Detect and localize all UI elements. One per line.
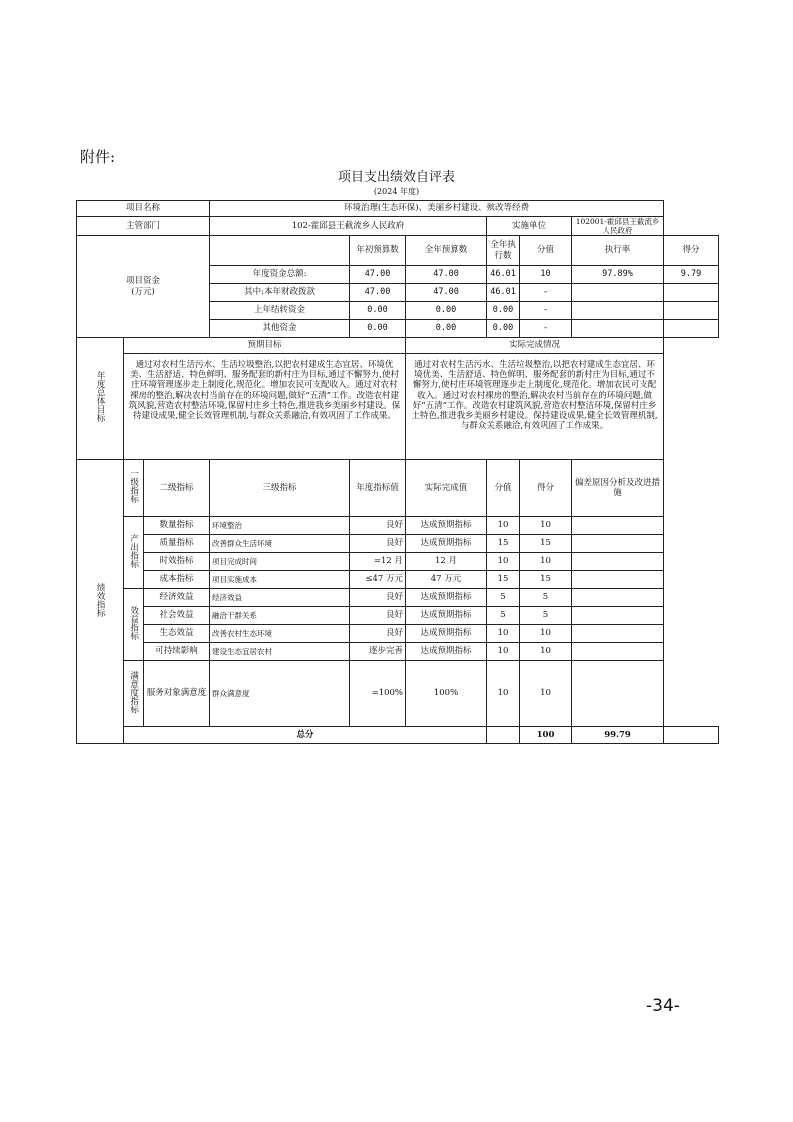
funds-col-weight: 分值 <box>520 236 572 266</box>
ind-l3: 改善群众生活环境 <box>210 535 350 553</box>
indicator-row <box>77 517 719 535</box>
ind-actual: 12 月 <box>406 553 487 571</box>
goals-expected-text: 通过对农村生活污水、生活垃圾整治,以把农村建成生态宜居、环境优美、生活舒适、特色鲜明、服务配套的新村庄为目标,通过不懈努力,使村庄环境管理逐步走上制度化,规范化。增加农民可支配收入。通过对农村裸房的整治,解决农村当前存在的环境问题,做好“五清”工作。改造农村建筑风貌,营造农村整洁环境,保留村庄乡土特色,推进我乡美丽乡村建设。保持建设成果,健全长效管理机制,与群众关系融洽,有效巩固了工作成果。 <box>124 354 406 460</box>
goals-label-cell <box>77 338 124 460</box>
funds-row-score <box>664 284 719 302</box>
funds-col-annual: 全年预算数 <box>406 236 487 266</box>
page-number: -34- <box>646 996 680 1016</box>
ind-score: 10 <box>520 517 572 535</box>
ind-actual: 达成预期指标 <box>406 607 487 625</box>
group-benefit: 效益指标 <box>128 605 139 640</box>
total-remark <box>664 727 719 744</box>
ind-remark <box>572 589 664 607</box>
ind-l2: 质量指标 <box>144 535 210 553</box>
ind-l3: 改善农村生态环境 <box>210 625 350 643</box>
ind-score: 10 <box>520 643 572 661</box>
funds-row-initial: 0.00 <box>350 302 406 320</box>
ind-weight: 15 <box>487 535 520 553</box>
total-score: 99.79 <box>572 727 664 744</box>
ind-l3: 项目完成时间 <box>210 553 350 571</box>
ind-h-weight: 分值 <box>487 460 520 517</box>
project-name-label: 项目名称 <box>77 201 210 217</box>
ind-target: 良好 <box>350 607 406 625</box>
funds-row-weight: - <box>520 302 572 320</box>
ind-remark <box>572 607 664 625</box>
ind-target: 良好 <box>350 625 406 643</box>
funds-row-annual: 47.00 <box>406 266 487 284</box>
funds-row-rate <box>572 284 664 302</box>
ind-score: 5 <box>520 607 572 625</box>
ind-actual: 达成预期指标 <box>406 535 487 553</box>
indicator-row <box>77 661 719 727</box>
ind-score: 5 <box>520 589 572 607</box>
indicator-row <box>77 553 719 571</box>
ind-weight: 10 <box>487 517 520 535</box>
ind-target: 良好 <box>350 517 406 535</box>
impl-value: 102001-霍邱县王截流乡人民政府 <box>572 217 664 236</box>
total-blank <box>487 727 520 744</box>
group-output: 产出指标 <box>128 533 139 568</box>
ind-h-actual: 实际完成值 <box>406 460 487 517</box>
ind-l2: 成本指标 <box>144 571 210 589</box>
attachment-label: 附件: <box>80 148 116 166</box>
ind-remark <box>572 661 664 727</box>
funds-row-initial: 47.00 <box>350 284 406 302</box>
ind-l2: 时效指标 <box>144 553 210 571</box>
dept-value: 102-霍邱县王截流乡人民政府 <box>210 217 487 236</box>
ind-l3: 建设生态宜居农村 <box>210 643 350 661</box>
indicator-row <box>77 589 719 607</box>
indicators-label-cell <box>77 460 124 744</box>
ind-h-level1-cell <box>124 460 144 517</box>
indicator-row <box>77 535 719 553</box>
funds-row-initial: 0.00 <box>350 320 406 338</box>
indicator-row <box>77 571 719 589</box>
funds-row-executed: 46.01 <box>487 284 520 302</box>
ind-h-level3: 三级指标 <box>210 460 350 517</box>
ind-remark <box>572 571 664 589</box>
funds-col-rate: 执行率 <box>572 236 664 266</box>
funds-row-score <box>664 302 719 320</box>
ind-actual: 达成预期指标 <box>406 625 487 643</box>
funds-label-line1: 项目资金 <box>126 276 161 287</box>
indicator-row <box>77 625 719 643</box>
ind-l2: 可持续影响 <box>144 643 210 661</box>
ind-l3: 环境整治 <box>210 517 350 535</box>
funds-row-name: 其中:本年财政拨款 <box>210 284 350 302</box>
ind-remark <box>572 517 664 535</box>
ind-remark <box>572 643 664 661</box>
funds-row-rate <box>572 320 664 338</box>
funds-col-score: 得分 <box>664 236 719 266</box>
funds-col-blank <box>210 236 350 266</box>
funds-row-executed: 0.00 <box>487 302 520 320</box>
funds-col-initial: 年初预算数 <box>350 236 406 266</box>
year-label: (2024 年度) <box>373 187 420 196</box>
funds-row-weight: - <box>520 284 572 302</box>
funds-row-rate: 97.89% <box>572 266 664 284</box>
funds-row-annual: 47.00 <box>406 284 487 302</box>
ind-actual: 达成预期指标 <box>406 643 487 661</box>
ind-score: 10 <box>520 625 572 643</box>
ind-target: 良好 <box>350 589 406 607</box>
ind-weight: 5 <box>487 589 520 607</box>
ind-target: ≤47 万元 <box>350 571 406 589</box>
ind-score: 10 <box>520 661 572 727</box>
indicator-row <box>77 607 719 625</box>
funds-label-line2: (万元) <box>131 286 155 297</box>
ind-l2: 经济效益 <box>144 589 210 607</box>
ind-l3: 融洽干群关系 <box>210 607 350 625</box>
funds-row-name: 其他资金 <box>210 320 350 338</box>
ind-weight: 10 <box>487 625 520 643</box>
funds-row-executed: 46.01 <box>487 266 520 284</box>
ind-l2: 服务对象满意度 <box>144 661 210 727</box>
group-satisfaction-cell <box>124 661 144 727</box>
funds-row-score <box>664 320 719 338</box>
funds-row-executed: 0.00 <box>487 320 520 338</box>
ind-score: 10 <box>520 553 572 571</box>
ind-l2: 数量指标 <box>144 517 210 535</box>
ind-score: 15 <box>520 535 572 553</box>
indicator-row <box>77 643 719 661</box>
group-output-cell <box>124 517 144 589</box>
funds-row-name: 上年结转资金 <box>210 302 350 320</box>
funds-row-score: 9.79 <box>664 266 719 284</box>
ind-actual: 达成预期指标 <box>406 517 487 535</box>
funds-col-executed: 全年执行数 <box>487 236 520 266</box>
goals-actual-text: 通过对农村生活污水、生活垃圾整治,以把农村建成生态宜居、环境优美、生活舒适、特色鲜明、服务配套的新村庄为目标,通过不懈努力,使村庄环境管理逐步走上制度化,规范化。增加农民可支配收入。通过对农村裸房的整治,解决农村当前存在的环境问题,做好“五清”工作。改造农村建筑风貌,营造农村整洁环境,保留村庄乡土特色,推进我乡美丽乡村建设。保持建设成果,健全长效管理机制,与群众关系融洽,有效巩固了工作成果。 <box>406 354 664 460</box>
ind-remark <box>572 553 664 571</box>
ind-weight: 10 <box>487 643 520 661</box>
funds-row-weight: - <box>520 320 572 338</box>
funds-row-initial: 47.00 <box>350 266 406 284</box>
funds-row-name: 年度资金总额: <box>210 266 350 284</box>
total-label: 总分 <box>124 727 487 744</box>
ind-l3: 经济效益 <box>210 589 350 607</box>
impl-label: 实施单位 <box>487 217 572 236</box>
funds-row-rate <box>572 302 664 320</box>
ind-weight: 15 <box>487 571 520 589</box>
ind-target: =12 月 <box>350 553 406 571</box>
ind-h-score: 得分 <box>520 460 572 517</box>
funds-label <box>77 236 210 338</box>
indicators-label: 绩效指标 <box>95 582 106 617</box>
ind-target: 良好 <box>350 535 406 553</box>
ind-score: 15 <box>520 571 572 589</box>
ind-remark <box>572 625 664 643</box>
ind-weight: 10 <box>487 553 520 571</box>
funds-row-annual: 0.00 <box>406 320 487 338</box>
funds-row-weight: 10 <box>520 266 572 284</box>
goals-label: 年度总体目标 <box>95 371 106 423</box>
ind-actual: 47 万元 <box>406 571 487 589</box>
group-satisfaction: 满意度指标 <box>128 670 139 714</box>
ind-l3: 项目实施成本 <box>210 571 350 589</box>
ind-l3: 群众满意度 <box>210 661 350 727</box>
ind-target: 逐步完善 <box>350 643 406 661</box>
group-benefit-cell <box>124 589 144 661</box>
ind-actual: 达成预期指标 <box>406 589 487 607</box>
total-weight: 100 <box>520 727 572 744</box>
ind-l2: 社会效益 <box>144 607 210 625</box>
goals-expected-header: 预期目标 <box>124 338 406 354</box>
ind-actual: 100% <box>406 661 487 727</box>
ind-l2: 生态效益 <box>144 625 210 643</box>
funds-row-annual: 0.00 <box>406 302 487 320</box>
dept-label: 主管部门 <box>77 217 210 236</box>
ind-target: =100% <box>350 661 406 727</box>
page-title: 项目支出绩效自评表 <box>337 170 455 185</box>
ind-h-remark: 偏差原因分析及改进措施 <box>572 460 664 517</box>
evaluation-table <box>76 200 719 744</box>
ind-h-level2: 二级指标 <box>144 460 210 517</box>
ind-remark <box>572 535 664 553</box>
ind-h-target: 年度指标值 <box>350 460 406 517</box>
project-name-value: 环境治理(生态环保)、美丽乡村建设、殡改等经费 <box>210 201 664 217</box>
goals-actual-header: 实际完成情况 <box>406 338 664 354</box>
ind-h-level1: 一级指标 <box>128 469 139 504</box>
ind-weight: 5 <box>487 607 520 625</box>
ind-weight: 10 <box>487 661 520 727</box>
